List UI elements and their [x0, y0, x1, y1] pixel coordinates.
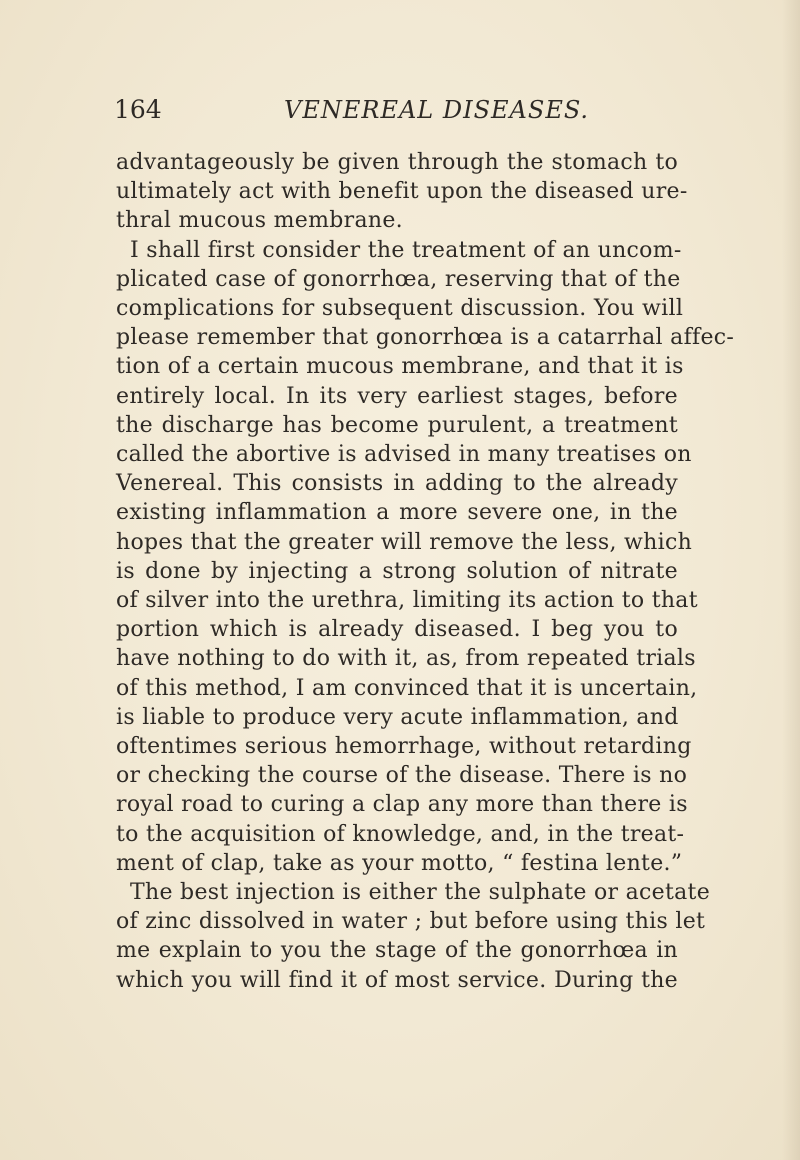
text-line: complications for subsequent discussion. You will	[116, 296, 684, 322]
body-text	[116, 148, 735, 995]
text-line: me explain to you the stage of the gonorrhœa in	[116, 938, 678, 964]
text-line: is done by injecting a strong solution of nitrate	[116, 558, 678, 584]
text-line: is liable to produce very acute inflammation, and	[116, 704, 679, 730]
text-line: entirely local. In its very earliest stages, before	[116, 383, 678, 409]
text-line: ultimately act with benefit upon the diseased ure-	[116, 179, 688, 205]
text-line: I shall first consider the treatment of an uncom-	[130, 237, 682, 263]
text-line: advantageously be given through the stomach to	[116, 150, 678, 175]
text-line: royal road to curing a clap any more than there is	[116, 792, 688, 818]
text-line: ment of clap, take as your motto, “ festina lente.”	[116, 850, 683, 876]
text-line: of this method, I am convinced that it is uncertain,	[116, 675, 698, 701]
running-head: VENEREAL DISEASES.	[284, 96, 590, 124]
text-line: which you will find it of most service. During the	[116, 967, 678, 993]
text-line: of zinc dissolved in water ; but before using this let	[116, 909, 706, 935]
text-line: existing inflammation a more severe one, in the	[116, 500, 678, 526]
page-edge-shadow	[782, 0, 800, 1160]
text-line: portion which is already diseased. I beg you to	[116, 617, 678, 643]
text-line: thral mucous membrane.	[116, 208, 403, 234]
text-line: Venereal. This consists in adding to the already	[116, 471, 678, 497]
text-line: have nothing to do with it, as, from repeated trials	[116, 646, 696, 672]
text-line: oftentimes serious hemorrhage, without retarding	[116, 734, 692, 760]
text-line: hopes that the greater will remove the less, which	[116, 529, 693, 555]
text-line: plicated case of gonorrhœa, reserving that of the	[116, 266, 681, 292]
text-line: The best injection is either the sulphate or acetate	[130, 880, 711, 906]
text-line: of silver into the urethra, limiting its action to that	[116, 588, 698, 614]
text-line: the discharge has become purulent, a treatment	[116, 412, 678, 438]
text-line: please remember that gonorrhœa is a catarrhal affec-	[116, 325, 735, 351]
text-line: to the acquisition of knowledge, and, in the treat-	[116, 821, 685, 847]
page-number: 164	[114, 95, 162, 124]
text-line: called the abortive is advised in many treatises on	[116, 442, 692, 468]
page-header	[114, 92, 674, 128]
text-line: tion of a certain mucous membrane, and that it is	[116, 354, 684, 380]
text-line: or checking the course of the disease. There is no	[116, 763, 688, 789]
